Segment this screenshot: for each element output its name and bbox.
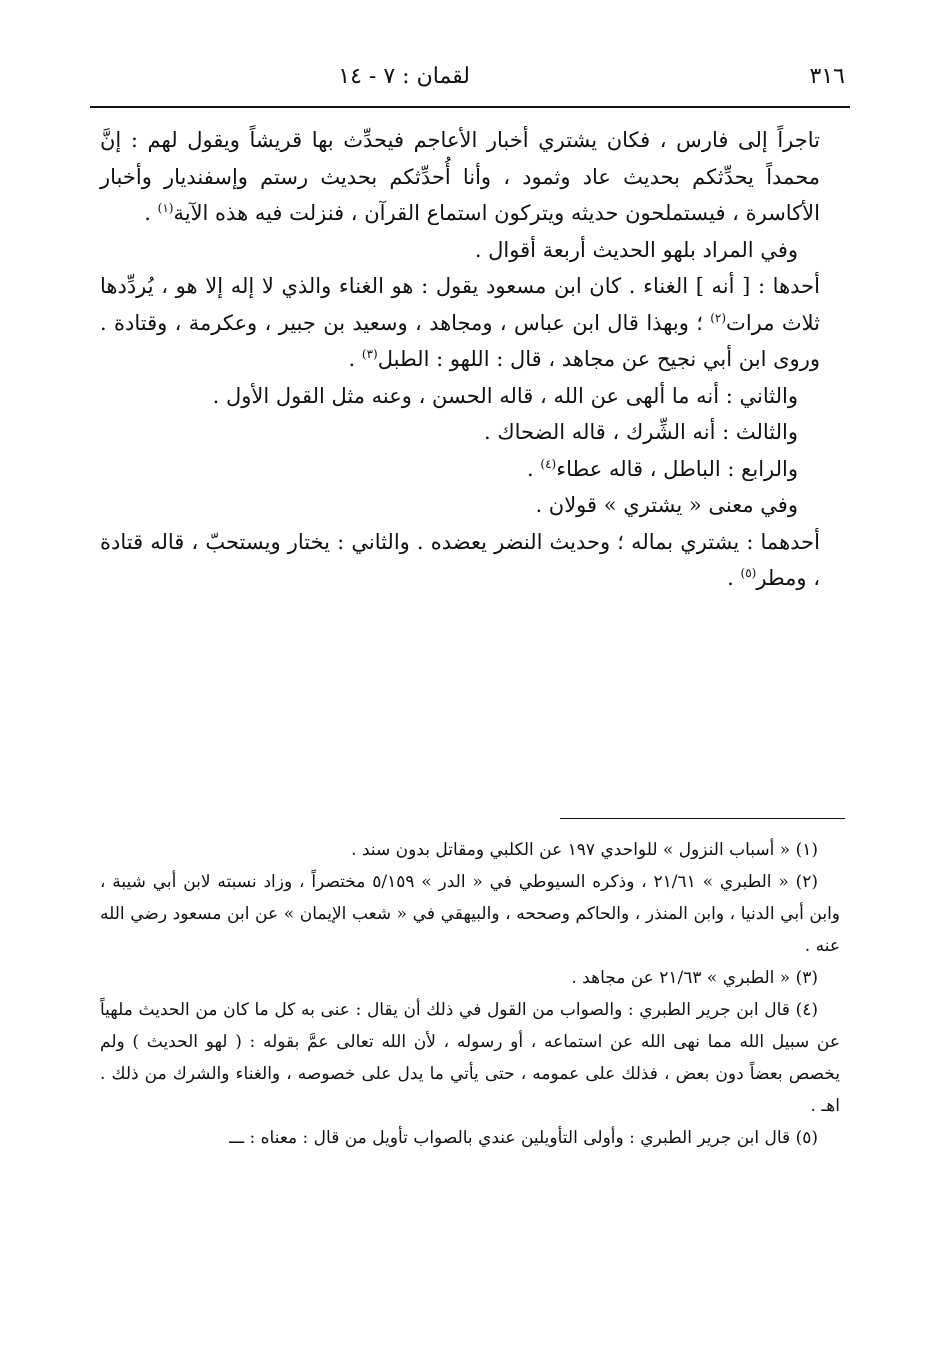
footnote-2: (٢) « الطبري » ٢١/٦١ ، وذكره السيوطي في « الدر » ٥/١٥٩ مختصراً ، وزاد نسبته لابن أبي شيبة ، وابن أبي الدنيا ، وابن المنذر ، والحاكم وصححه ، والبيهقي في « شعب الإيمان » عن ابن مسعود رضي الله عنه .	[100, 872, 840, 956]
footnote-1: (١) « أسباب النزول » للواحدي ١٩٧ عن الكلبي ومقاتل بدون سند .	[351, 840, 818, 860]
footnote-ref-4: (٤)	[540, 456, 557, 471]
footnote-ref-2: (٢)	[710, 310, 727, 325]
paragraph-4: والثاني : أنه ما ألهى عن الله ، قاله الحسن ، وعنه مثل القول الأول .	[212, 383, 798, 408]
paragraph-8: أحدهما : يشتري بماله ؛ وحديث النضر يعضده . والثاني : يختار ويستحبّ ، قاله قتادة ، ومطر$^{(٥)}$ .	[100, 529, 820, 590]
footnote-rule	[560, 818, 845, 819]
paragraph-3: أحدها : [ أنه ] الغناء . كان ابن مسعود يقول : هو الغناء والذي لا إله إلا هو ، يُردِّدها ثلاث مرات$^{(٢)}$ ؛ وبهذا قال ابن عباس ، ومجاهد ، وسعيد بن جبير ، وعكرمة ، وقتادة . وروى ابن أبي نجيح عن مجاهد ، قال : اللهو : الطبل$^{(٣)}$ .	[100, 274, 820, 371]
footnote-ref-3: (٣)	[361, 347, 378, 361]
page-header	[105, 60, 845, 98]
paragraph-7: وفي معنى « يشتري » قولان .	[535, 493, 798, 517]
main-text	[100, 122, 820, 597]
footnote-4: (٤) قال ابن جرير الطبري : والصواب من القول في ذلك أن يقال : عنى به كل ما كان من الحديث ملهياً عن سبيل الله مما نهى الله عن استماعه ، أو رسوله ، لأن الله تعالى عمَّ بقوله : ( لهو الحديث ) ولم يخصص بعضاً دون بعض ، فذلك على عمومه ، حتى يأتي ما يدل على خصوصه ، والغناء والشرك من ذلك . اهـ .	[100, 1000, 840, 1116]
paragraph-6: والرابع : الباطل ، قاله عطاء$^{(٤)}$ .	[527, 456, 798, 481]
paragraph-2: وفي المراد بلهو الحديث أربعة أقوال .	[474, 237, 798, 262]
footnote-5: (٥) قال ابن جرير الطبري : وأولى التأويلين عندي بالصواب تأويل من قال : معناه : ـــ	[229, 1128, 818, 1148]
paragraph-1: تاجراً إلى فارس ، فكان يشتري أخبار الأعاجم فيحدِّث بها قريشاً ويقول لهم : إنَّ محمداً يحدِّثكم بحديث عاد وثمود ، وأنا أُحدِّثكم بحديث رستم وإسفنديار وأخبار الأكاسرة ، فيستملحون حديثه ويتركون استماع القرآن ، فنزلت فيه هذه الآية$^{(١)}$ .	[100, 128, 820, 225]
footnote-3: (٣) « الطبري » ٢١/٦٣ عن مجاهد .	[571, 968, 818, 988]
header-rule	[90, 106, 850, 108]
page-number: ٣١٦	[809, 64, 845, 89]
running-head: لقمان : ٧ - ١٤	[338, 64, 470, 89]
paragraph-5: والثالث : أنه الشِّرك ، قاله الضحاك .	[484, 420, 798, 444]
footnotes	[100, 834, 840, 1154]
footnote-ref-1: (١)	[157, 201, 174, 215]
footnote-ref-5: (٥)	[740, 566, 757, 580]
